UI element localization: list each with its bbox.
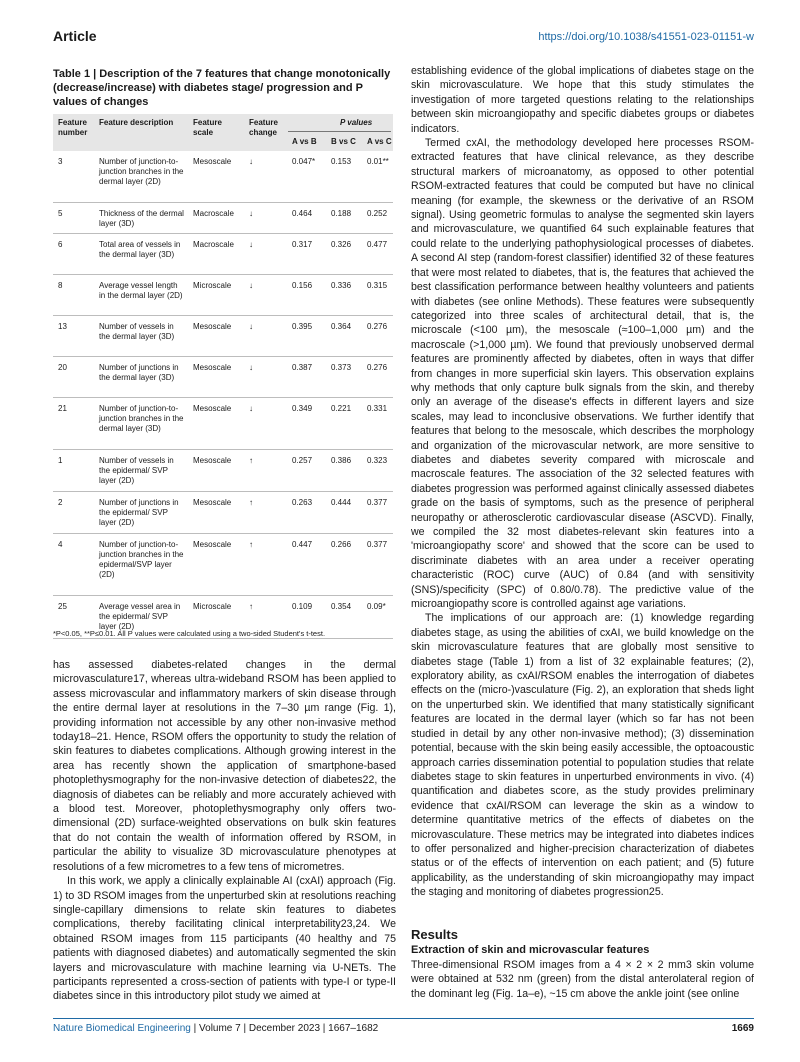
feature-number: 4 <box>58 540 63 549</box>
col-p-values: P values <box>340 118 373 127</box>
feature-scale: Mesoscale <box>193 157 232 166</box>
p-a-vs-b: 0.047* <box>292 157 316 166</box>
table-row <box>53 492 393 534</box>
page-number: 1669 <box>731 1023 754 1034</box>
feature-number: 1 <box>58 456 63 465</box>
footer-rule <box>53 1018 754 1019</box>
feature-change: ↓ <box>249 240 253 249</box>
p-b-vs-c: 0.336 <box>331 281 352 290</box>
p-a-vs-c: 0.276 <box>367 322 388 331</box>
p-a-vs-b: 0.263 <box>292 498 313 507</box>
p-b-vs-c: 0.221 <box>331 404 352 413</box>
col-feature-scale: Feature scale <box>193 118 222 137</box>
feature-scale: Mesoscale <box>193 404 232 413</box>
feature-change: ↓ <box>249 404 253 413</box>
col-feature-change: Feature change <box>249 118 278 137</box>
paragraph: Three-dimensional RSOM images from a 4 × 2 × 2 mm3 skin volume were obtained at 532 nm (green) from the distal anterolateral region of the dominant leg (Fig. 1a–e), ~15 cm above the ankle joint (see online <box>411 959 754 1000</box>
feature-description: Number of junctions in the epidermal/ SVP layer (2D) <box>99 498 179 527</box>
p-a-vs-c: 0.252 <box>367 209 388 218</box>
table-header <box>53 114 393 151</box>
table-row <box>53 450 393 492</box>
feature-scale: Microscale <box>193 281 232 290</box>
p-a-vs-c: 0.315 <box>367 281 388 290</box>
feature-description: Thickness of the dermal layer (3D) <box>99 209 184 228</box>
p-b-vs-c: 0.386 <box>331 456 352 465</box>
p-b-vs-c: 0.326 <box>331 240 352 249</box>
p-a-vs-b: 0.395 <box>292 322 313 331</box>
p-a-vs-b: 0.257 <box>292 456 313 465</box>
p-a-vs-b: 0.447 <box>292 540 313 549</box>
p-a-vs-b: 0.349 <box>292 404 313 413</box>
p-values-rule <box>288 131 391 132</box>
feature-description: Total area of vessels in the dermal layer (3D) <box>99 240 181 259</box>
feature-description: Average vessel length in the dermal layer (2D) <box>99 281 183 300</box>
table-row <box>53 357 393 398</box>
p-b-vs-c: 0.188 <box>331 209 352 218</box>
feature-scale: Mesoscale <box>193 540 232 549</box>
table-footnote: *P<0.05, **P≤0.01. All P values were calculated using a two-sided Student's t-test. <box>53 629 326 638</box>
feature-description: Number of junctions in the dermal layer (3D) <box>99 363 179 382</box>
p-b-vs-c: 0.444 <box>331 498 352 507</box>
p-a-vs-c: 0.377 <box>367 498 388 507</box>
doi-link[interactable]: https://doi.org/10.1038/s41551-023-01151-w <box>538 31 754 43</box>
table-row <box>53 151 393 203</box>
p-a-vs-c: 0.323 <box>367 456 388 465</box>
paragraph: has assessed diabetes-related changes in the dermal microvasculature17, whereas ultra-wideband RSOM has been applied to assess microvascular and inflammatory markers of skin disease through the entire dermal layer at resolutions in the 7–30 µm range (Fig. 1), providing information not accessible by any other non-invasive method today18–21. Hence, RSOM offers the opportunity to study the relation of skin features to diabetes complications. Although growing interest in the area has recently shown the application of smartphone-based photoplethysmography for the non-invasive detection of diabetes22, the diagnosis of diabetes can be reliably and more accurately achieved with a blood test. Moreover, photoplethysmography only offers two-dimensional (2D) surface-weighted observations on bulk skin features that do not contain the wealth of information offered by RSOM, in particular the ability to visualize 3D microvasculature phenotypes at resolutions of a few micrometres to a few tens of micrometres. <box>53 659 396 873</box>
feature-number: 2 <box>58 498 63 507</box>
feature-description: Average vessel area in the epidermal/ SVP layer (2D) <box>99 602 181 631</box>
features-table <box>53 114 393 639</box>
feature-number: 21 <box>58 404 67 413</box>
right-column-text <box>411 64 754 900</box>
table-caption: Table 1 | Description of the 7 features that change monotonically (decrease/increase) with diabetes stage/ progression and P values of changes <box>53 68 391 108</box>
feature-scale: Mesoscale <box>193 322 232 331</box>
feature-number: 25 <box>58 602 67 611</box>
feature-scale: Microscale <box>193 602 232 611</box>
paragraph: In this work, we apply a clinically explainable AI (cxAI) approach (Fig. 1) to 3D RSOM images from the unperturbed skin at resolutions reaching single-capillary dimensions to relate skin features to diabetes complications, thereby facilitating clinical interpretability23,24. We obtained RSOM images from 115 participants (40 healthy and 75 patients with diagnosed diabetes) and automatically segmented the skin layers and microvasculature with machine learning via U-NETs. The participants represented a cross-section of patients with type-I or type-II diabetes since in this introductory pilot study we aimed at <box>53 875 396 1003</box>
p-a-vs-b: 0.387 <box>292 363 313 372</box>
feature-description: Number of vessels in the epidermal/ SVP layer (2D) <box>99 456 174 485</box>
feature-description: Number of junction-to-junction branches in the dermal layer (2D) <box>99 157 184 186</box>
feature-scale: Macroscale <box>193 240 234 249</box>
results-heading: Results <box>411 927 458 942</box>
p-b-vs-c: 0.364 <box>331 322 352 331</box>
p-a-vs-b: 0.156 <box>292 281 313 290</box>
p-b-vs-c: 0.354 <box>331 602 352 611</box>
table-row <box>53 398 393 450</box>
p-a-vs-c: 0.331 <box>367 404 388 413</box>
paragraph: Termed cxAI, the methodology developed here processes RSOM-extracted features that have clinical relevance, as they describe structural markers of microanatomy, as opposed to other potential RSOM-extracted features that could be computed but have no clinical meaning (for example, the skewness or the derivative of an RSOM signal). Using geometric formulas to analyse the segmented skin layers and microvasculature, we quantified 64 such explainable features that could relate to the underlying pathophysiological processes of diabetes. A second AI step (random-forest classifier) identified 32 of these features that were most related to diabetes, that is, the features that achieved the best classification performance between healthy volunteers and patients with diabetes (see online Methods). These features were subsequently categorized into three scales of architectural detail, that is, the microscale (<100 µm), the mesoscale (≈100–1,000 µm) and the macroscale (>1,000 µm). We found that previously unobserved dermal features are prominently affected by diabetes, often in ways that differ from changes in more superficial skin layers. This observation explains why methods that only capture bulk signals from the skin, and thereby only an average of the disease's effects in different layers and size scales, may lead to inconclusive observations. We further identify that features that belong to the mesoscale, which describes the morphology and organization of the microvascular network, are more sensitive to diabetes and diabetes severity compared with microscale and macroscale features. The association of the 32 selected features with diabetes progression was performed against clinically assessed diabetes grade on the basis of symptoms, such as the presence of peripheral neuropathy or atherosclerotic cardiovascular disease (ASCVD). Finally, we compiled the 32 most diabetes-relevant skin features into a 'microangiopathy score' and showed that the score can be used to discriminate diabetes with an area under a receiver operating characteristic (ROC) curve (AUC) of 0.84 (and with sensitivity (SNS)/specificity (SPC) of 0.80/0.78). The predictive value of the microangiopathy score is controlled against age variations. <box>411 137 754 611</box>
table-row <box>53 316 393 357</box>
results-subheading: Extraction of skin and microvascular features <box>411 944 650 956</box>
feature-description: Number of junction-to-junction branches in the epidermal/SVP layer (2D) <box>99 540 184 579</box>
p-a-vs-c: 0.377 <box>367 540 388 549</box>
feature-change: ↓ <box>249 281 253 290</box>
issue-info: | Volume 7 | December 2023 | 1667–1682 <box>190 1023 379 1034</box>
feature-change: ↓ <box>249 322 253 331</box>
feature-number: 5 <box>58 209 63 218</box>
feature-change: ↓ <box>249 363 253 372</box>
table-row <box>53 203 393 234</box>
feature-number: 13 <box>58 322 67 331</box>
col-a-vs-b: A vs B <box>292 137 317 146</box>
p-b-vs-c: 0.153 <box>331 157 352 166</box>
feature-scale: Macroscale <box>193 209 234 218</box>
p-b-vs-c: 0.266 <box>331 540 352 549</box>
p-a-vs-c: 0.09* <box>367 602 386 611</box>
feature-scale: Mesoscale <box>193 456 232 465</box>
p-a-vs-c: 0.01** <box>367 157 389 166</box>
left-column-text <box>53 658 396 1004</box>
feature-description: Number of vessels in the dermal layer (3D) <box>99 322 175 341</box>
feature-change: ↑ <box>249 540 253 549</box>
table-row <box>53 534 393 596</box>
feature-change: ↑ <box>249 498 253 507</box>
p-a-vs-b: 0.109 <box>292 602 313 611</box>
feature-change: ↑ <box>249 602 253 611</box>
feature-number: 3 <box>58 157 63 166</box>
col-a-vs-c: A vs C <box>367 137 392 146</box>
feature-scale: Mesoscale <box>193 363 232 372</box>
feature-scale: Mesoscale <box>193 498 232 507</box>
feature-description: Number of junction-to-junction branches in the dermal layer (3D) <box>99 404 184 433</box>
feature-change: ↑ <box>249 456 253 465</box>
table-row <box>53 275 393 316</box>
table-row <box>53 234 393 275</box>
p-b-vs-c: 0.373 <box>331 363 352 372</box>
p-a-vs-b: 0.464 <box>292 209 313 218</box>
section-label: Article <box>53 28 97 44</box>
p-a-vs-b: 0.317 <box>292 240 313 249</box>
col-feature-description: Feature description <box>99 118 174 127</box>
footer-citation <box>53 1023 378 1034</box>
feature-number: 20 <box>58 363 67 372</box>
feature-change: ↓ <box>249 209 253 218</box>
paragraph: establishing evidence of the global implications of diabetes stage on the skin microvasculature. We hope that this study stimulates the investigation of more targeted questions relating to the relationships between skin microangiopathy and specific diabetes groups or diabetes indicators. <box>411 65 754 135</box>
feature-change: ↓ <box>249 157 253 166</box>
feature-number: 8 <box>58 281 63 290</box>
feature-number: 6 <box>58 240 63 249</box>
col-feature-number: Feature number <box>58 118 88 137</box>
col-b-vs-c: B vs C <box>331 137 356 146</box>
p-a-vs-c: 0.477 <box>367 240 388 249</box>
paragraph: The implications of our approach are: (1) knowledge regarding diabetes stage, as using the abilities of cxAI, we build knowledge on the skin microvasculature features that are globally most sensitive to diabetes stage (Table 1) from a list of 32 explainable features; (2), exploratory ability, as cxAI/RSOM enables the interrogation of diabetes effects on the (micro-)vasculature (Fig. 2), an exploration that sheds light on the unperturbed skin. We identified that many statistically significant features are located in the dermal layer (which so far has not been studied in detail by any other non-invasive method); (3) dissemination potential, because with the skin being easily accessible, the optoacoustic approach carries dissemination potential to population studies that relate diabetes stage to skin features in unperturbed environments in vivo. (4) quantification and diabetes score, as the study provides preliminary evidence that cxAI/RSOM can leverage the skin as a window to determine quantitative metrics of the effects of diabetes on the microvasculature. These metrics may be integrated into diabetes indices to offer personalized and higher-precision characterization of diabetes status or of the effects of intervention on each patient; and (5) future applicability, as the understanding of skin microangiopathy may impact the staging and monitoring of diabetes progression25. <box>411 612 754 899</box>
p-a-vs-c: 0.276 <box>367 363 388 372</box>
results-section <box>411 927 754 1001</box>
journal-name[interactable]: Nature Biomedical Engineering <box>53 1023 191 1034</box>
